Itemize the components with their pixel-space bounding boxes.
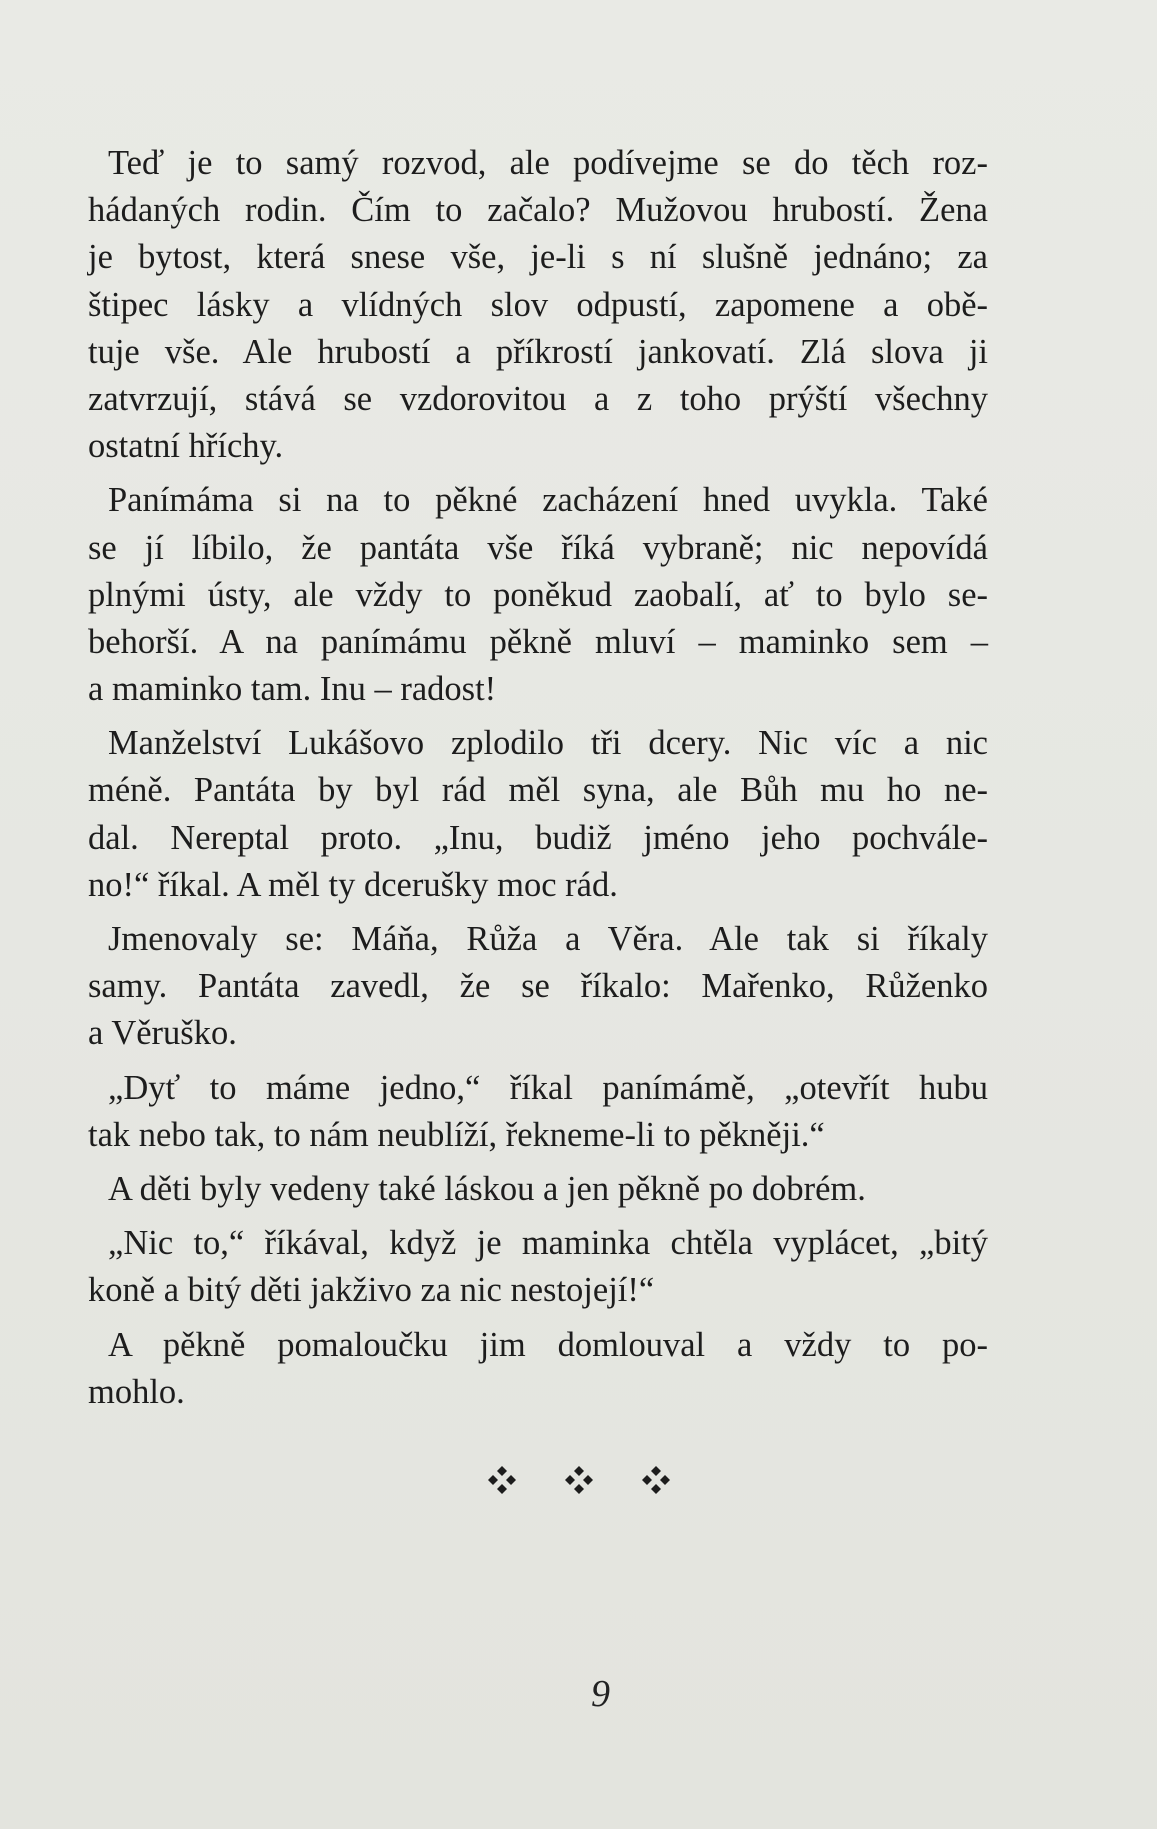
text-line: Jmenovaly se: Máňa, Růža a Věra. Ale tak si říkaly	[108, 920, 988, 958]
paragraph	[88, 1322, 988, 1416]
paragraph	[88, 1220, 988, 1314]
text-line: a maminko tam. Inu – radost!	[88, 670, 497, 709]
text-line: zatvrzují, stává se vzdorovitou a z toho prýští všechny	[88, 379, 988, 418]
text-line: „Dyť to máme jedno,“ říkal panímámě, „otevřít hubu	[108, 1068, 988, 1107]
text-line: ostatní hříchy.	[88, 427, 284, 466]
text-line: se jí líbilo, že pantáta vše říká vybraně; nic nepovídá	[88, 528, 988, 567]
text-line: dal. Nereptal proto. „Inu, budiž jméno jeho pochvále-	[88, 818, 988, 857]
paragraph-gap	[88, 1058, 988, 1065]
text-line: behorší. A na panímámu pěkně mluví – maminko sem –	[88, 622, 988, 661]
four-diamond-ornament-icon	[486, 1464, 518, 1496]
text-line: tak nebo tak, to nám neublíží, řekneme-li to pěkněji.“	[88, 1115, 825, 1154]
text-line: „Nic to,“ říkával, když je maminka chtěla vyplácet, „bitý	[108, 1224, 988, 1263]
paragraph-gap	[88, 1213, 988, 1220]
text-line: plnými ústy, ale vždy to poněkud zaobalí, ať to bylo se-	[88, 575, 988, 614]
paragraph-gap	[88, 909, 988, 916]
text-line: A pěkně pomaloučku jim domlouval a vždy to po-	[108, 1325, 988, 1364]
text-line: a Věruško.	[88, 1014, 237, 1053]
text-line: samy. Pantáta zavedl, že se říkalo: Mařenko, Růženko	[88, 967, 988, 1006]
four-diamond-ornament-icon	[563, 1464, 595, 1496]
text-line: tuje vše. Ale hrubostí a příkrostí jankovatí. Zlá slova ji	[88, 332, 988, 371]
text-line: mohlo.	[88, 1372, 185, 1411]
text-line: koně a bitý děti jakživo za nic nestojejí!“	[88, 1271, 655, 1310]
text-line: Teď je to samý rozvod, ale podívejme se do těch roz-	[108, 144, 988, 182]
text-line: A děti byly vedeny také láskou a jen pěkně po dobrém.	[108, 1169, 866, 1208]
text-line: no!“ říkal. A měl ty dcerušky moc rád.	[88, 865, 618, 904]
body-text	[88, 140, 988, 1416]
paragraph-gap	[88, 1315, 988, 1322]
text-line: méně. Pantáta by byl rád měl syna, ale Bůh mu ho ne-	[88, 771, 988, 810]
paragraph	[88, 140, 988, 470]
page-number: 9	[591, 1673, 610, 1715]
section-break	[0, 1464, 1157, 1496]
text-line: je bytost, která snese vše, je-li s ní slušně jednáno; za	[88, 238, 988, 277]
paragraph	[88, 1166, 988, 1213]
paragraph	[88, 1065, 988, 1159]
paragraph-gap	[88, 1159, 988, 1166]
text-line: Panímáma si na to pěkné zacházení hned uvykla. Také	[108, 481, 988, 520]
paragraph	[88, 916, 988, 1058]
four-diamond-ornament-icon	[640, 1464, 672, 1496]
text-line: štipec lásky a vlídných slov odpustí, zapomene a obě-	[88, 285, 988, 324]
text-line: hádaných rodin. Čím to začalo? Mužovou hrubostí. Žena	[88, 191, 988, 230]
paragraph-gap	[88, 713, 988, 720]
paragraph	[88, 477, 988, 713]
paragraph-gap	[88, 470, 988, 477]
paragraph	[88, 720, 988, 909]
text-line: Manželství Lukášovo zplodilo tři dcery. Nic víc a nic	[108, 724, 988, 763]
